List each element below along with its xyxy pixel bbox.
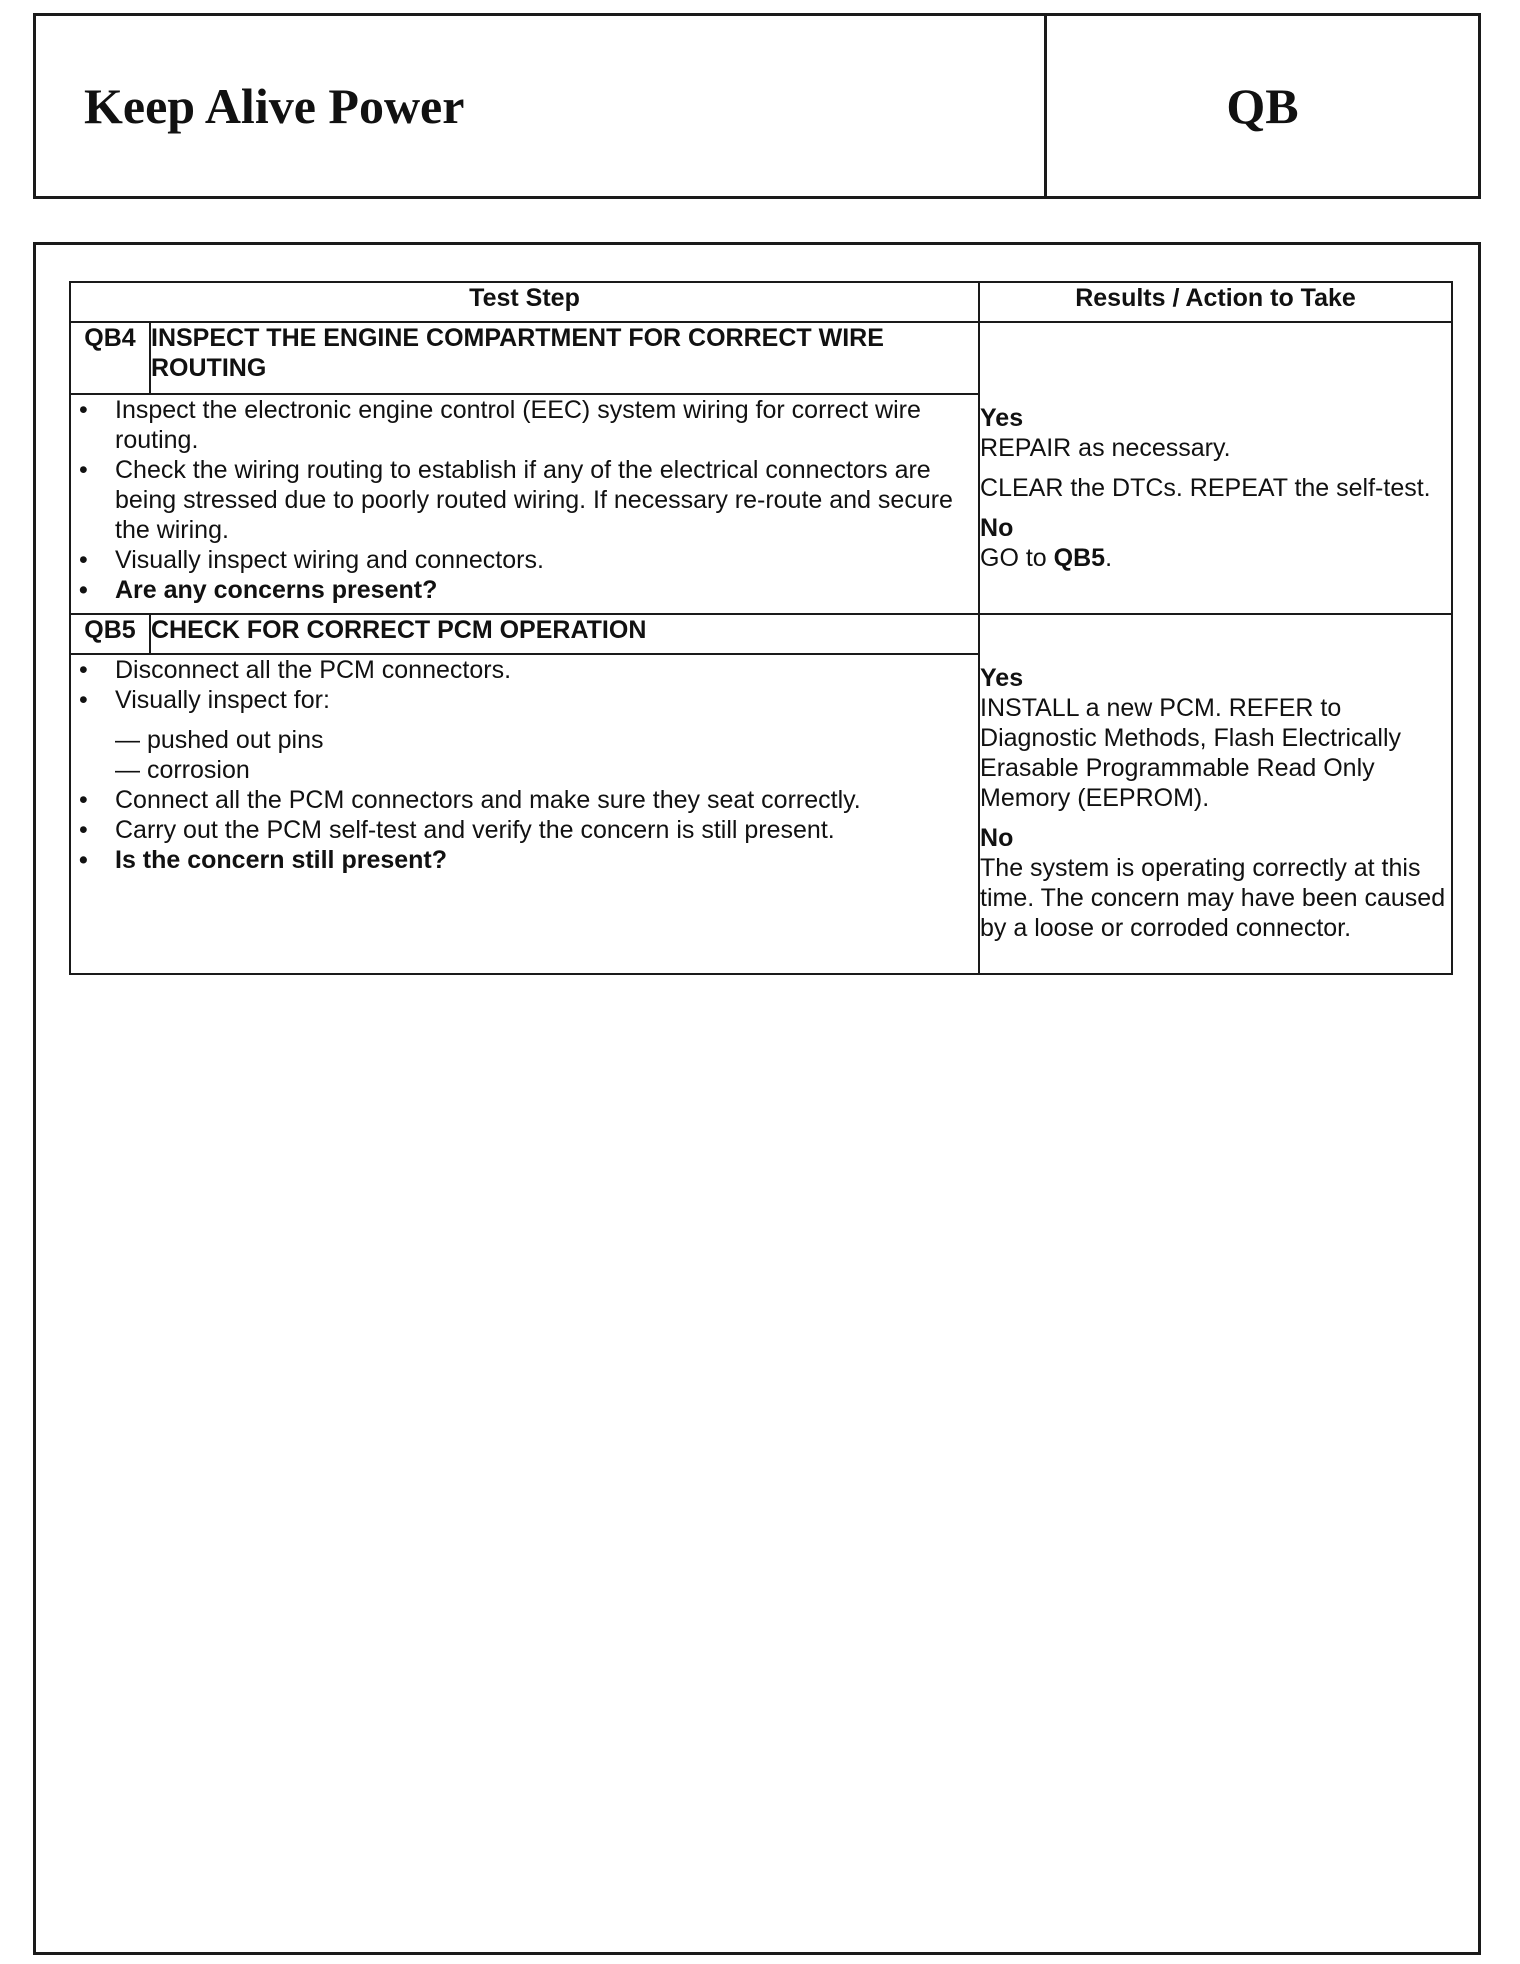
- sub-item: — corrosion: [115, 756, 250, 784]
- step-reference: QB5: [1053, 544, 1106, 572]
- no-label: No: [980, 824, 1014, 852]
- result-text: GO to QB5.: [980, 544, 1113, 572]
- result-text: REPAIR as necessary.: [980, 434, 1231, 462]
- section-code: QB: [1226, 78, 1299, 134]
- list-item: • Inspect the electronic engine control (EEC) system wiring for correct wire routing.: [71, 395, 978, 455]
- sub-item: — pushed out pins: [115, 726, 324, 754]
- list-item: • Check the wiring routing to establish if any of the electrical connectors are being stressed due to poorly routed wiring. If necessary re-route and secure the wiring.: [71, 455, 978, 545]
- step-results: [979, 614, 1452, 974]
- table-header-row: [70, 282, 1452, 322]
- list-item: • Carry out the PCM self-test and verify the concern is still present.: [71, 815, 978, 845]
- list-item: • Disconnect all the PCM connectors.: [71, 655, 978, 685]
- list-item-text: Visually inspect for:: [115, 686, 330, 714]
- result-text: INSTALL a new PCM. REFER to Diagnostic Methods, Flash Electrically Erasable Programmable Read Only Memory (EEPROM).: [980, 694, 1402, 812]
- header-test-step: Test Step: [70, 282, 979, 322]
- step-instructions: [70, 394, 979, 614]
- list-item: • Are any concerns present?: [71, 575, 978, 605]
- result-text: CLEAR the DTCs. REPEAT the self-test.: [980, 474, 1431, 502]
- result-text: The system is operating correctly at this time. The concern may have been caused by a loose or corroded connector.: [980, 854, 1446, 942]
- step-title: CHECK FOR CORRECT PCM OPERATION: [150, 614, 979, 654]
- page-header: [33, 13, 1481, 199]
- step-results: [979, 322, 1452, 614]
- step-title: INSPECT THE ENGINE COMPARTMENT FOR CORRECT WIRE ROUTING: [150, 322, 979, 394]
- yes-label: Yes: [980, 404, 1024, 432]
- list-item: [71, 685, 978, 785]
- page-title: Keep Alive Power: [36, 16, 1047, 196]
- step-code: QB4: [70, 322, 150, 394]
- step-title-row: [70, 614, 1452, 654]
- step-code: QB5: [70, 614, 150, 654]
- sub-list: [71, 725, 978, 785]
- no-label: No: [980, 514, 1014, 542]
- test-step-table: [69, 281, 1453, 975]
- step-instructions: [70, 654, 979, 974]
- list-item: • Visually inspect wiring and connectors.: [71, 545, 978, 575]
- list-item: • Connect all the PCM connectors and make sure they seat correctly.: [71, 785, 978, 815]
- yes-label: Yes: [980, 664, 1024, 692]
- header-results: Results / Action to Take: [979, 282, 1452, 322]
- step-title-row: [70, 322, 1452, 394]
- content-frame: [33, 242, 1481, 1955]
- list-item: • Is the concern still present?: [71, 845, 978, 875]
